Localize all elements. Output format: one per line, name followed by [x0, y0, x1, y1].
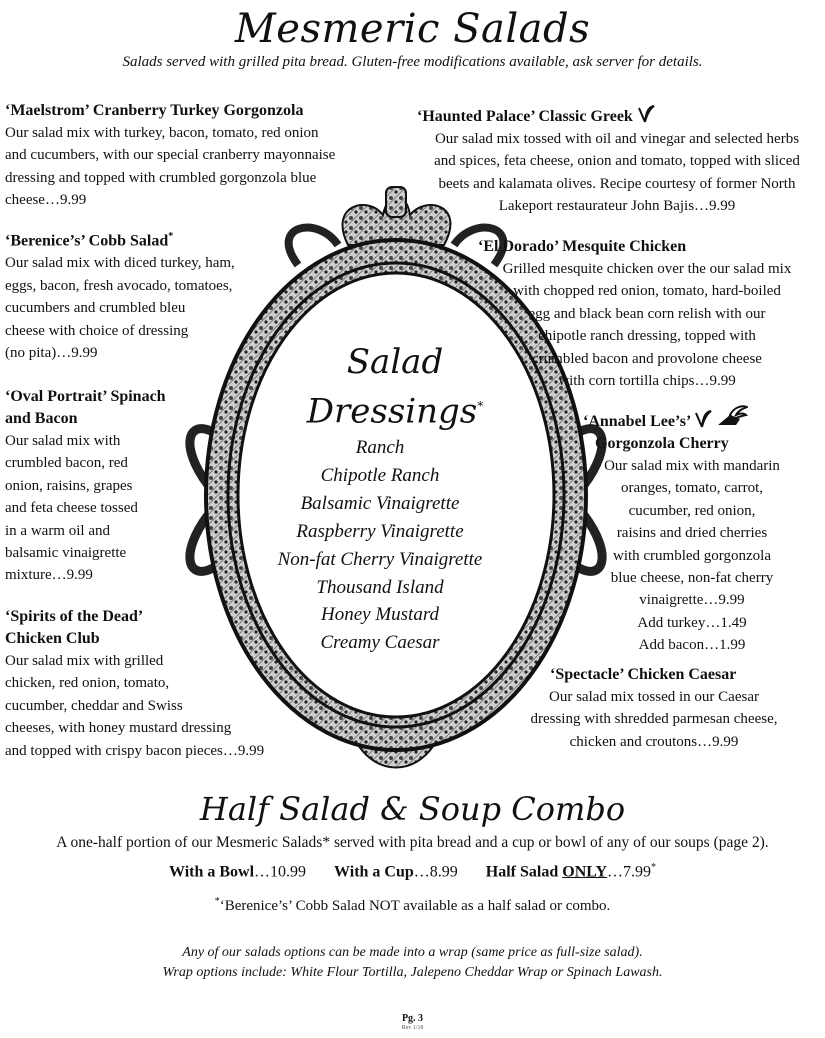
salad-name: ‘Oval Portrait’ Spinach and Bacon	[5, 388, 166, 427]
dressing-item: Chipotle Ranch	[320, 464, 440, 486]
salad-description: Our salad mix tossed in our Caesar dressing with shredded parmesan cheese, chicken and croutons…9.99	[530, 689, 778, 750]
dressing-item: Creamy Caesar	[320, 632, 440, 654]
page-title: Mesmeric Salads	[234, 6, 591, 52]
dressing-item: Ranch	[355, 437, 405, 458]
salad-haunted-palace	[417, 104, 817, 218]
cup-price: …8.99	[413, 863, 458, 881]
salad-name: ‘Haunted Palace’ Classic Greek	[417, 104, 817, 128]
bowl-label: With a Bowl	[168, 863, 255, 881]
salad-description: Our salad mix with turkey, bacon, tomato, red onion and cucumbers, with our special cranberry mayonnaise dressing and topped with crumbled gorgonzola blue cheese…9.99	[5, 125, 336, 209]
dressing-item: Balsamic Vinaigrette	[300, 492, 460, 514]
salad-name: ‘Maelstrom’ Cranberry Turkey Gorgonzola	[5, 102, 304, 119]
salad-description: Our salad mix with grilled chicken, red onion, tomato, cucumber, cheddar and Swiss cheeses, with honey mustard dressing and topped with crispy bacon pieces…9.99	[5, 653, 265, 759]
combo-note: *‘Berenice’s’ Cobb Salad NOT available as a half salad or combo.	[214, 896, 611, 914]
vegetarian-leaf-icon	[637, 104, 655, 124]
salad-description: Grilled mesquite chicken over the our salad mix with chopped red onion, tomato, hard-boiled egg and black bean corn relish with our chipotle ranch dressing, topped with crumbled bacon and provolone cheese with corn tortilla chips…9.99	[502, 261, 792, 390]
salad-description: Our salad mix tossed with oil and vinegar and selected herbs and spices, feta cheese, onion and tomato, topped with sliced beets and kalamata olives. Recipe courtesy of former North Lakeport restaurateur John Bajis…9.99	[434, 131, 800, 215]
salad-annabel-lee	[583, 405, 819, 657]
dressing-item: Honey Mustard	[320, 604, 440, 626]
salad-berenice-cobb	[5, 226, 275, 364]
page-number: Pg. 3	[401, 1013, 424, 1024]
salad-name: ‘El Dorado’ Mesquite Chicken	[478, 238, 687, 255]
dressing-item: Raspberry Vinaigrette	[296, 520, 464, 542]
salad-name: ‘Spectacle’ Chicken Caesar	[550, 666, 737, 683]
wrap-note-line1: Any of our salads options can be made into a wrap (same price as full-size salad).	[182, 945, 643, 960]
dressing-item: Thousand Island	[316, 576, 444, 598]
salad-oval-portrait	[5, 386, 205, 587]
combo-description: A one-half portion of our Mesmeric Salads* served with pita bread and a cup or bowl of any of our soups (page 2).	[56, 834, 769, 851]
salad-name: ‘Spirits of the Dead’ Chicken Club	[5, 608, 144, 647]
dressings-title: Salad Dressings*	[306, 342, 484, 432]
half-label: Half Salad ONLY	[485, 863, 608, 881]
vegetarian-leaf-icon	[694, 409, 712, 429]
winged-shoe-icon	[716, 405, 748, 429]
salad-description: Our salad mix with diced turkey, ham, eggs, bacon, fresh avocado, tomatoes, cucumbers and crumbled bleu cheese with choice of dressing (no pita)…9.99	[5, 255, 235, 361]
salad-name: ‘Annabel Lee’s’ Gorgonzola Cherry	[583, 405, 819, 455]
salad-spirits-of-the-dead	[5, 606, 295, 762]
revision-code: Rev 1/18	[401, 1025, 424, 1031]
half-price: …7.99	[607, 863, 652, 881]
salad-el-dorado	[478, 236, 816, 392]
wrap-note-line2: Wrap options include: White Flour Tortilla, Jalepeno Cheddar Wrap or Spinach Lawash.	[162, 965, 663, 980]
salad-spectacle	[492, 664, 816, 753]
dressings-list	[273, 434, 487, 657]
bowl-price: …10.99	[254, 863, 307, 881]
cup-label: With a Cup	[334, 863, 414, 881]
combo-prices: With a Bowl…10.99 With a Cup…8.99 Half Salad ONLY…7.99*	[168, 862, 657, 881]
dressing-item: Non-fat Cherry Vinaigrette	[277, 548, 483, 570]
salad-description: Our salad mix with mandarin oranges, tomato, carrot, cucumber, red onion, raisins and dried cherries with crumbled gorgonzola blue cheese, non-fat cherry vinaigrette…9.99 Add turkey…1.49 Add bacon…1.99	[604, 458, 780, 654]
salad-maelstrom	[5, 100, 385, 212]
salad-name: ‘Berenice’s’ Cobb Salad*	[5, 231, 174, 250]
page-subtitle: Salads served with grilled pita bread. Gluten-free modifications available, ask server for details.	[122, 54, 703, 70]
combo-title: Half Salad & Soup Combo	[199, 790, 626, 828]
salad-description: Our salad mix with crumbled bacon, red onion, raisins, grapes and feta cheese tossed in a warm oil and balsamic vinaigrette mixture…9.99	[5, 433, 138, 584]
